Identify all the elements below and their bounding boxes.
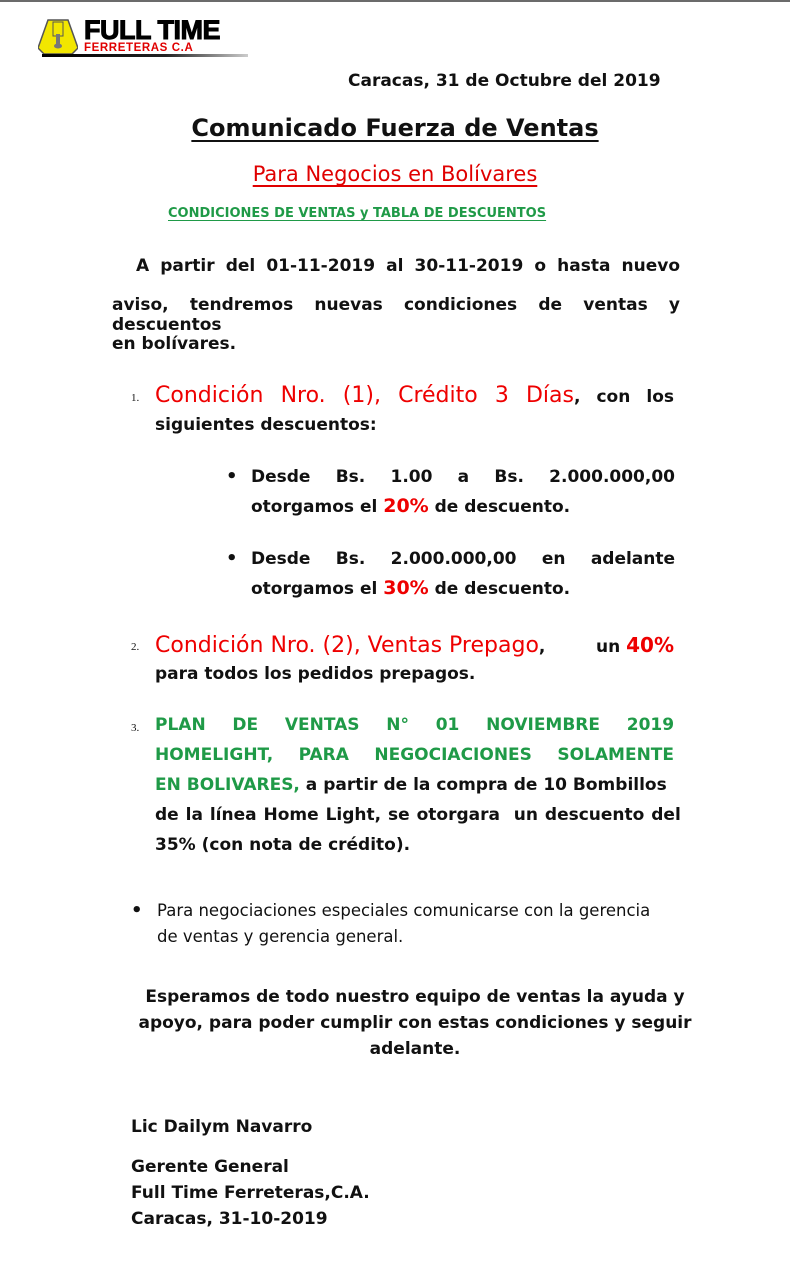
company-logo — [38, 16, 250, 58]
condition-3-line-5: 35% (con nota de crédito). — [155, 835, 411, 855]
intro-line-3: en bolívares. — [112, 334, 237, 354]
discount-bullet-2-line-2: otorgamos el 30% de descuento. — [251, 577, 571, 599]
discount-bullet-2-line-1: Desde Bs. 2.000.000,00 en adelante — [251, 549, 676, 569]
condition-1-title: Condición Nro. (1), Crédito 3 Días — [155, 383, 574, 408]
condition-1-line-2: siguientes descuentos: — [155, 415, 377, 435]
signer-role: Gerente General — [131, 1157, 289, 1177]
condition-1-title-line: Condición Nro. (1), Crédito 3 Días, con los — [155, 383, 674, 408]
subtitle-text: Para Negocios en Bolívares — [252, 162, 538, 186]
intro-line-1: A partir del 01-11-2019 al 30-11-2019 o hasta nuevo — [136, 256, 680, 276]
bullet-icon: • — [226, 548, 238, 569]
closing-line-3: adelante. — [369, 1039, 461, 1059]
signature-place-date: Caracas, 31-10-2019 — [131, 1209, 328, 1229]
discount-30-percent: 30% — [383, 577, 429, 599]
intro-line-2: aviso, tendremos nuevas condiciones de ventas y descuentos — [112, 295, 680, 335]
bullet-icon: • — [226, 466, 238, 487]
list-number-2: 2. — [131, 641, 140, 653]
document-subtitle — [0, 162, 790, 186]
condition-3-line-3: EN BOLIVARES, a partir de la compra de 10 Bombillos — [155, 775, 667, 795]
condition-3-line-1: PLAN DE VENTAS N° 01 NOVIEMBRE 2019 — [155, 715, 675, 735]
condition-2-line-2: para todos los pedidos prepagos. — [155, 664, 476, 684]
logo-subname: FERRETERAS C.A — [84, 42, 194, 54]
condition-3-line-2: HOMELIGHT, PARA NEGOCIACIONES SOLAMENTE — [155, 745, 675, 765]
note-line-1: Para negociaciones especiales comunicarse con la gerencia — [157, 901, 651, 920]
list-number-3: 3. — [131, 722, 140, 734]
note-line-2: de ventas y gerencia general. — [157, 927, 404, 946]
document-date: Caracas, 31 de Octubre del 2019 — [348, 71, 661, 91]
closing-line-2: apoyo, para poder cumplir con estas condiciones y seguir — [138, 1013, 692, 1033]
signer-name: Lic Dailym Navarro — [131, 1117, 313, 1137]
title-text: Comunicado Fuerza de Ventas — [191, 114, 599, 142]
top-border — [0, 0, 790, 2]
discount-20-percent: 20% — [383, 495, 429, 517]
prepago-40-percent: 40% — [626, 633, 674, 657]
logo-name: FULL TIME — [84, 15, 220, 45]
list-number-1: 1. — [131, 392, 140, 404]
discount-bullet-1-line-1: Desde Bs. 1.00 a Bs. 2.000.000,00 — [251, 467, 676, 487]
lamp-shield-icon — [38, 18, 78, 56]
section-heading: CONDICIONES DE VENTAS y TABLA DE DESCUENTOS — [168, 206, 547, 221]
document-title — [0, 114, 790, 142]
condition-3-line-4: de la línea Home Light, se otorgara un descuento del — [155, 805, 681, 825]
logo-underline — [42, 54, 248, 57]
condition-2-title-line: Condición Nro. (2), Ventas Prepago, un 40% — [155, 633, 674, 658]
discount-bullet-1-line-2: otorgamos el 20% de descuento. — [251, 495, 571, 517]
bullet-icon: • — [131, 900, 143, 921]
closing-line-1: Esperamos de todo nuestro equipo de ventas la ayuda y — [145, 987, 685, 1007]
signer-company: Full Time Ferreteras,C.A. — [131, 1183, 370, 1203]
condition-2-title: Condición Nro. (2), Ventas Prepago — [155, 633, 539, 658]
